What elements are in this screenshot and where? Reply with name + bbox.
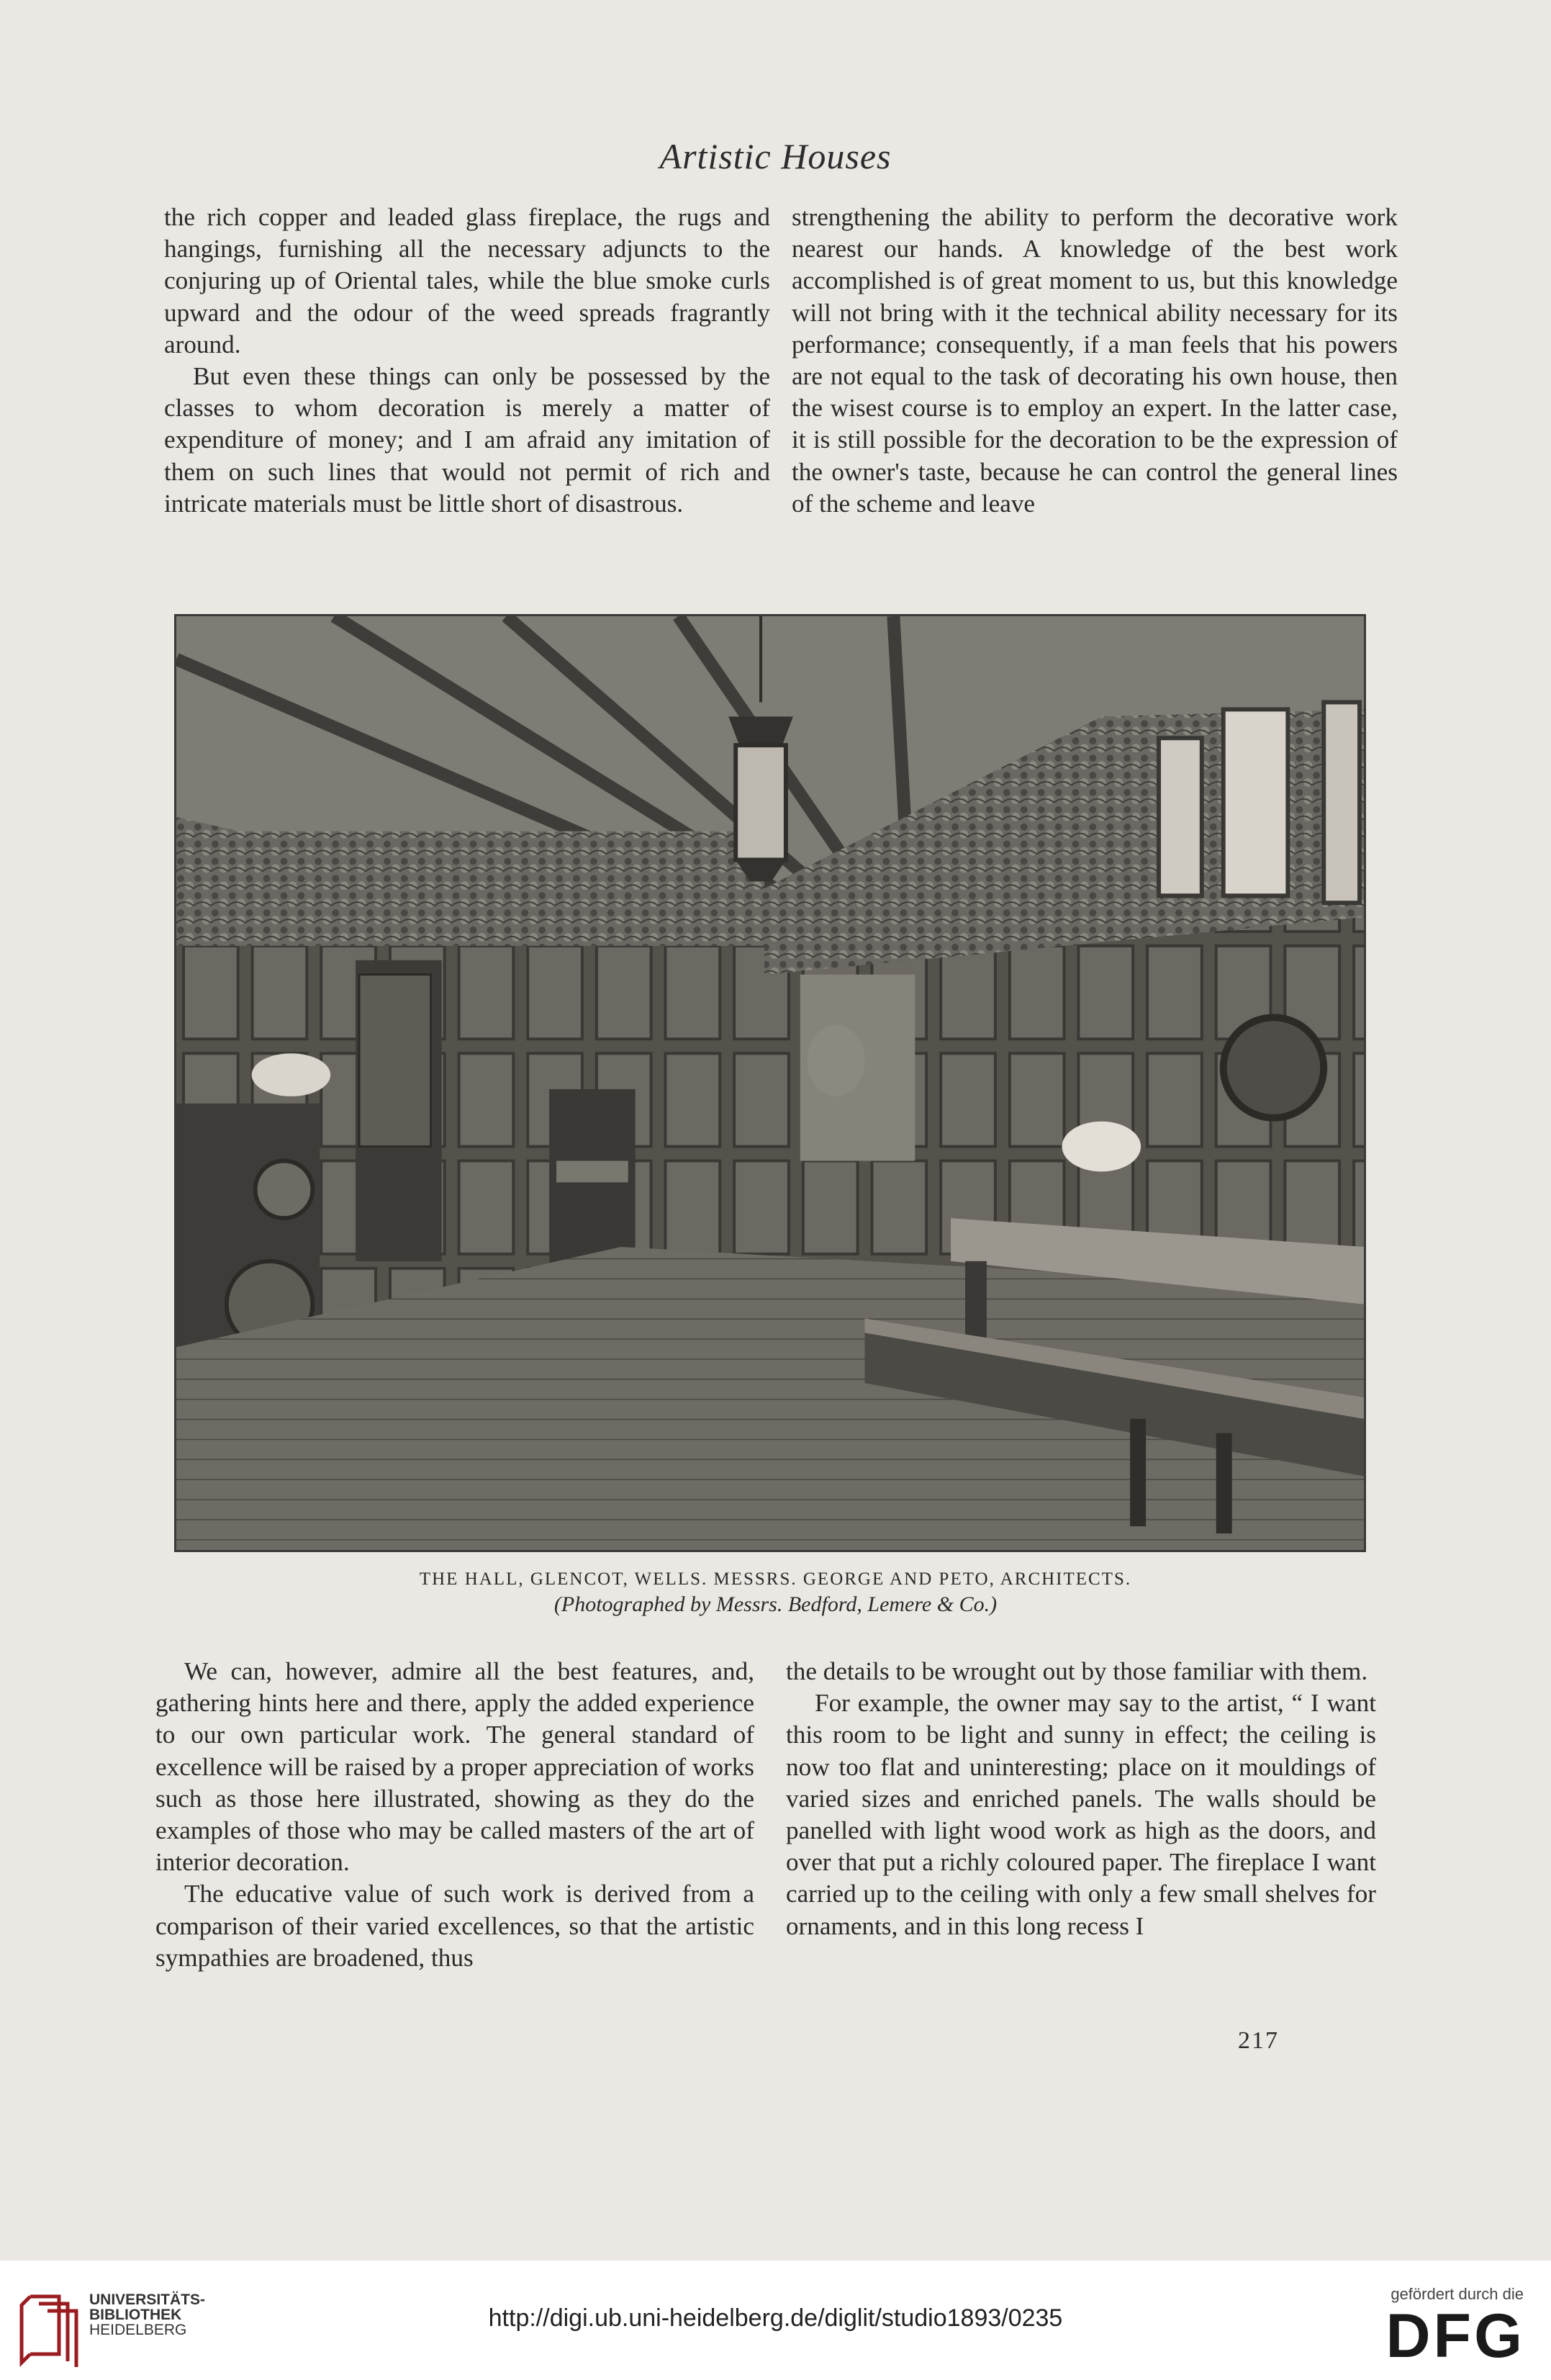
page-title: Artistic Houses: [659, 136, 892, 176]
funded-by-label: gefördert durch die: [1391, 2285, 1524, 2303]
page-number: 217: [1238, 2027, 1279, 2054]
top-left-column: [164, 202, 770, 520]
top-right-column: [792, 202, 1398, 520]
library-name-line: UNIVERSITÄTS-: [89, 2291, 206, 2308]
paragraph: the rich copper and leaded glass fireplace, the rugs and hangings, furnishing all the necessary adjuncts to the conjuring up of Oriental tales, while the blue smoke curls upward and the odour of the weed spreads fragrantly around.: [164, 203, 770, 359]
dfg-logo: DFG: [1385, 2302, 1525, 2371]
bottom-right-column: [786, 1656, 1376, 1942]
paragraph: For example, the owner may say to the artist, “ I want this room to be light and sunny in effect; the ceiling is now too flat and uninteresting; place on it mouldings of varied sizes and enriched panels. The walls should be panelled with light wood work as high as the doors, and over that put a richly coloured paper. The fireplace I want carried up to the ceiling with only a few small shelves for ornaments, and in this long recess I: [786, 1689, 1376, 1940]
figure-credit: (Photographed by Messrs. Bedford, Lemere & Co.): [553, 1592, 998, 1616]
paragraph: But even these things can only be possessed by the classes to whom decoration is merely a matter of expenditure of money; and I am afraid any imitation of them on such lines that would not permit of rich and intricate materials must be little short of disastrous.: [164, 362, 770, 518]
paragraph: The educative value of such work is derived from a comparison of their varied excellences, so that the artistic sympathies are broadened, thus: [155, 1880, 754, 1972]
bottom-left-column: [155, 1656, 754, 1974]
paragraph: We can, however, admire all the best features, and, gathering hints here and there, apply the added experience to our own particular work. The general standard of excellence will be raised by a proper appreciation of works such as those here illustrated, showing as they do the examples of those who may be called masters of the art of interior decoration.: [155, 1657, 754, 1877]
paragraph: the details to be wrought out by those familiar with them.: [786, 1657, 1368, 1685]
hall-photograph-image: [176, 616, 1364, 1550]
library-name-line: BIBLIOTHEK: [89, 2307, 182, 2323]
paragraph: strengthening the ability to perform the decorative work nearest our hands. A knowledge of the best work accomplished is of great moment to us, but this knowledge will not bring with it the technical ability necessary for its performance; consequently, if a man feels that his powers are not equal to the task of decorating his own house, then the wisest course is to employ an expert. In the latter case, it is still possible for the decoration to be the expression of the owner's taste, because he can control the general lines of the scheme and leave: [792, 203, 1398, 518]
figure-caption: THE HALL, GLENCOT, WELLS. MESSRS. GEORGE AND PETO, ARCHITECTS.: [419, 1569, 1132, 1589]
digitization-footer: [0, 2260, 1551, 2380]
source-url-link[interactable]: http://digi.ub.uni-heidelberg.de/diglit/studio1893/0235: [488, 2304, 1063, 2332]
library-name-line: HEIDELBERG: [89, 2322, 187, 2338]
hall-photograph: [174, 614, 1366, 1552]
